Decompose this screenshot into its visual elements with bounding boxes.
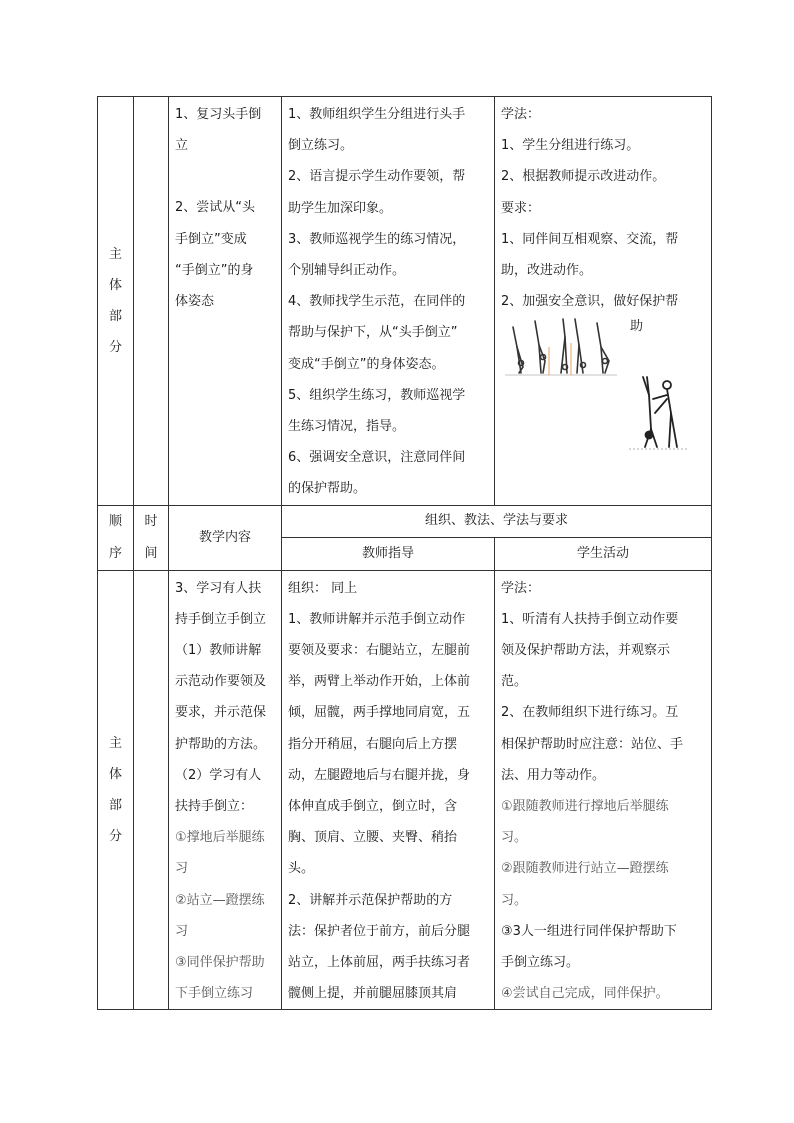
section2-content-cell: 3、学习有人扶 持手倒立手倒立 （1）教师讲解 示范动作要领及 要求，并示范保 护帮助的方法。 （2）学习有人 扶持手倒立： ①撑地后举腿练 习 ②站立—蹬摆练 习 ③同伴保护帮助 下手倒立练习 (169, 570, 282, 1010)
section1-content-cell: 1、复习头手倒 立 2、尝试从“头 手倒立”变成 “手倒立”的身 体姿态 (169, 97, 282, 506)
assisted-handstand-figure (629, 373, 689, 451)
section2-row (98, 570, 712, 1010)
header-teacher: 教师指导 (282, 538, 495, 571)
section1-student-cell: 学法： 1、学生分组进行练习。 2、根据教师提示改进动作。 要求： 1、同伴间互相观察、交流，帮 助，改进动作。 2、加强安全意识，做好保护帮 助 (495, 97, 712, 506)
header-group: 组织、教法、学法与要求 (282, 505, 712, 538)
lesson-plan-table (97, 96, 712, 1010)
section1-row (98, 97, 712, 506)
header-time: 时 间 (134, 505, 169, 570)
section1-teacher-cell: 1、教师组织学生分组进行头手 倒立练习。 2、语言提示学生动作要领，帮 助学生加深印象。 3、教师巡视学生的练习情况， 个别辅导纠正动作。 4、教师找学生示范，在同伴的 帮助与保护下，从“头手倒立” 变成“手倒立”的身体姿态。 5、组织学生练习，教师巡视学 生练习情况，指导。 6、强调安全意识，注意同伴间 的保护帮助。 (282, 97, 495, 506)
header-student: 学生活动 (495, 538, 712, 571)
section1-time-cell (134, 97, 169, 506)
section2-student-cell: 学法： 1、听清有人扶持手倒立动作要 领及保护帮助方法，并观察示 范。 2、在教师组织下进行练习。互 相保护帮助时应注意：站位、手 法、用力等动作。 ①跟随教师进行撑地后举腿练 习。 ②跟随教师进行站立—蹬摆练 习。 ③3人一组进行同伴保护帮助下 手倒立练习。 ④尝试自己完成，同伴保护。 (495, 570, 712, 1010)
header-row-1 (98, 505, 712, 538)
illustration-area: 助 (501, 317, 705, 453)
header-order: 顺 序 (98, 505, 134, 570)
handstand-sequence-figures (505, 317, 617, 377)
section1-side-label: 主 体 部 分 (98, 97, 134, 506)
section2-side-label: 主 体 部 分 (98, 570, 134, 1010)
section2-teacher-cell: 组织： 同上 1、教师讲解并示范手倒立动作 要领及要求：右腿站立，左腿前 举，两臂上举动作开始，上体前 倾，屈髋，两手撑地同肩宽，五 指分开稍屈，右腿向后上方摆 动，左腿蹬地后与右腿并拢，身 体伸直成手倒立，倒立时，含 胸、顶肩、立腰、夹臀、稍抬 头。 2、讲解并示范保护帮助的方 法：保护者位于前方，前后分腿 站立，上体前屈，两手扶练习者 髋侧上提，并前腿屈膝顶其肩 (282, 570, 495, 1010)
section2-time-cell (134, 570, 169, 1010)
lesson-plan-page (97, 96, 711, 1010)
header-content: 教学内容 (169, 505, 282, 570)
